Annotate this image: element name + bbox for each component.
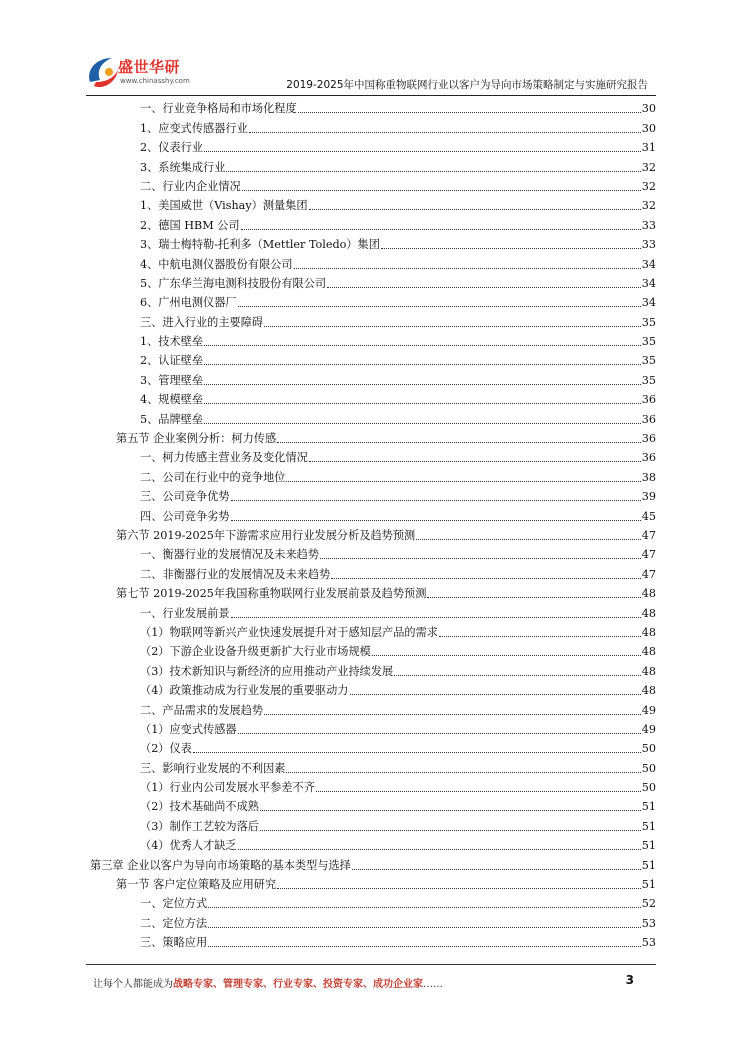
toc-entry-page: 50 xyxy=(641,742,656,756)
toc-leader-dots xyxy=(242,189,641,191)
toc-entry-label: 2、德国 HBM 公司 xyxy=(140,218,240,232)
toc-entry-page: 51 xyxy=(641,878,656,892)
toc-entry-label: 二、公司在行业中的竞争地位 xyxy=(140,470,286,484)
toc-entry-label: （2）仪表 xyxy=(140,742,192,756)
toc-entry[interactable] xyxy=(90,661,656,680)
toc-entry[interactable] xyxy=(90,215,656,234)
toc-entry-label: 三、策略应用 xyxy=(140,936,208,950)
toc-entry-page: 32 xyxy=(641,179,656,193)
toc-entry[interactable] xyxy=(90,933,656,952)
toc-entry-page: 30 xyxy=(641,121,656,135)
toc-leader-dots xyxy=(277,887,641,889)
toc-entry-page: 51 xyxy=(641,800,656,814)
toc-entry-page: 53 xyxy=(641,916,656,930)
toc-entry[interactable] xyxy=(90,894,656,913)
toc-entry[interactable] xyxy=(90,332,656,351)
toc-entry-page: 50 xyxy=(641,781,656,795)
toc-entry-page: 50 xyxy=(641,761,656,775)
toc-leader-dots xyxy=(238,848,641,850)
toc-leader-dots xyxy=(204,363,641,365)
toc-entry-page: 47 xyxy=(641,548,656,562)
toc-entry-label: 5、品牌壁垒 xyxy=(140,412,204,426)
toc-leader-dots xyxy=(204,383,641,385)
toc-entry-label: 三、进入行业的主要障碍 xyxy=(140,315,264,329)
toc-entry-label: 四、公司竞争劣势 xyxy=(140,509,230,523)
toc-entry-page: 49 xyxy=(641,722,656,736)
toc-entry-page: 35 xyxy=(641,335,656,349)
toc-entry-page: 34 xyxy=(641,296,656,310)
toc-entry-page: 35 xyxy=(641,315,656,329)
toc-entry[interactable] xyxy=(90,816,656,835)
table-of-contents xyxy=(90,99,656,952)
toc-leader-dots xyxy=(226,170,640,172)
toc-leader-dots xyxy=(394,674,641,676)
toc-entry[interactable] xyxy=(90,157,656,176)
toc-entry-label: （1）物联网等新兴产业快速发展提升对于感知层产品的需求 xyxy=(140,625,438,639)
toc-entry-page: 38 xyxy=(641,470,656,484)
toc-leader-dots xyxy=(427,596,640,598)
toc-entry-label: 3、管理壁垒 xyxy=(140,373,204,387)
toc-entry-label: 二、产品需求的发展趋势 xyxy=(140,703,264,717)
toc-leader-dots xyxy=(241,228,641,230)
toc-entry-label: 1、应变式传感器行业 xyxy=(140,121,248,135)
toc-entry-label: 3、瑞士梅特勒-托利多（Mettler Toledo）集团 xyxy=(140,238,380,252)
footer-highlight: 战略专家、管理专家、行业专家、投资专家、成功企业家 xyxy=(173,979,423,990)
toc-leader-dots xyxy=(372,654,641,656)
toc-entry[interactable] xyxy=(90,274,656,293)
toc-entry-label: 一、柯力传感主营业务及变化情况 xyxy=(140,451,308,465)
toc-entry[interactable] xyxy=(90,526,656,545)
toc-entry-page: 45 xyxy=(641,509,656,523)
toc-entry[interactable] xyxy=(90,720,656,739)
toc-entry[interactable] xyxy=(90,429,656,448)
toc-entry[interactable] xyxy=(90,545,656,564)
toc-entry-label: 第六节 2019-2025年下游需求应用行业发展分析及趋势预测 xyxy=(116,528,416,542)
toc-entry[interactable] xyxy=(90,836,656,855)
toc-leader-dots xyxy=(193,751,641,753)
toc-entry-page: 51 xyxy=(641,858,656,872)
footer-prefix: 让每个人都能成为 xyxy=(93,979,173,990)
toc-entry-label: （2）技术基础尚不成熟 xyxy=(140,800,259,814)
toc-entry[interactable] xyxy=(90,855,656,874)
toc-entry-label: （3）制作工艺较为落后 xyxy=(140,819,259,833)
toc-entry-page: 36 xyxy=(641,412,656,426)
toc-entry[interactable] xyxy=(90,235,656,254)
toc-entry-label: （4）政策推动成为行业发展的重要驱动力 xyxy=(140,684,349,698)
toc-entry[interactable] xyxy=(90,700,656,719)
toc-entry[interactable] xyxy=(90,118,656,137)
toc-leader-dots xyxy=(352,868,641,870)
toc-entry[interactable] xyxy=(90,797,656,816)
toc-entry[interactable] xyxy=(90,196,656,215)
toc-entry-page: 34 xyxy=(641,257,656,271)
toc-leader-dots xyxy=(286,771,640,773)
toc-entry-page: 36 xyxy=(641,432,656,446)
toc-entry[interactable] xyxy=(90,681,656,700)
footer-slogan xyxy=(93,975,443,990)
toc-leader-dots xyxy=(327,286,641,288)
toc-leader-dots xyxy=(320,557,641,559)
toc-entry[interactable] xyxy=(90,99,656,118)
toc-leader-dots xyxy=(264,325,641,327)
toc-entry[interactable] xyxy=(90,254,656,273)
toc-entry[interactable] xyxy=(90,467,656,486)
toc-entry-page: 33 xyxy=(641,218,656,232)
toc-entry[interactable] xyxy=(90,603,656,622)
toc-entry-page: 48 xyxy=(641,625,656,639)
toc-leader-dots xyxy=(316,790,641,792)
toc-leader-dots xyxy=(231,499,641,501)
toc-leader-dots xyxy=(260,829,641,831)
header-divider xyxy=(86,95,656,96)
toc-entry-page: 31 xyxy=(641,141,656,155)
toc-leader-dots xyxy=(294,267,641,269)
report-title: 2019-2025年中国称重物联网行业以客户为导向市场策略制定与实施研究报告 xyxy=(286,79,648,91)
toc-entry-label: （4）优秀人才缺乏 xyxy=(140,839,237,853)
toc-leader-dots xyxy=(208,945,641,947)
toc-entry-page: 30 xyxy=(641,102,656,116)
toc-entry[interactable] xyxy=(90,390,656,409)
toc-leader-dots xyxy=(208,906,641,908)
toc-leader-dots xyxy=(231,519,641,521)
toc-entry-page: 34 xyxy=(641,276,656,290)
toc-entry-page: 48 xyxy=(641,645,656,659)
toc-entry-page: 48 xyxy=(641,684,656,698)
toc-entry[interactable] xyxy=(90,409,656,428)
footer-suffix: …… xyxy=(423,979,443,990)
toc-entry[interactable] xyxy=(90,138,656,157)
toc-entry-page: 51 xyxy=(641,819,656,833)
toc-entry[interactable] xyxy=(90,913,656,932)
toc-entry-label: 一、行业竞争格局和市场化程度 xyxy=(140,102,297,116)
toc-entry-page: 36 xyxy=(641,451,656,465)
toc-leader-dots xyxy=(204,422,641,424)
toc-entry[interactable] xyxy=(90,351,656,370)
toc-entry-label: 第三章 企业以客户为导向市场策略的基本类型与选择 xyxy=(90,858,351,872)
toc-entry-label: 第七节 2019-2025年我国称重物联网行业发展前景及趋势预测 xyxy=(116,587,427,601)
logo-text: 盛世华研 xyxy=(118,58,181,76)
toc-entry-page: 47 xyxy=(641,528,656,542)
toc-leader-dots xyxy=(204,402,641,404)
toc-entry-label: 2、认证壁垒 xyxy=(140,354,204,368)
toc-entry[interactable] xyxy=(90,370,656,389)
toc-entry-page: 52 xyxy=(641,897,656,911)
toc-entry-label: 三、公司竞争优势 xyxy=(140,490,230,504)
toc-entry-label: 第一节 客户定位策略及应用研究 xyxy=(116,878,277,892)
toc-entry-page: 47 xyxy=(641,567,656,581)
toc-entry[interactable] xyxy=(90,778,656,797)
logo-url: www.chinasshy.com xyxy=(120,77,190,85)
toc-entry[interactable] xyxy=(90,177,656,196)
toc-leader-dots xyxy=(264,713,641,715)
toc-leader-dots xyxy=(249,131,641,133)
toc-leader-dots xyxy=(238,732,641,734)
toc-entry-page: 48 xyxy=(641,606,656,620)
toc-entry-page: 49 xyxy=(641,703,656,717)
toc-entry-page: 35 xyxy=(641,354,656,368)
toc-entry-label: 一、定位方式 xyxy=(140,897,208,911)
toc-entry-label: 第五节 企业案例分析：柯力传感 xyxy=(116,432,277,446)
toc-leader-dots xyxy=(231,616,641,618)
toc-entry[interactable] xyxy=(90,584,656,603)
toc-entry-label: 一、行业发展前景 xyxy=(140,606,230,620)
toc-entry-label: 二、行业内企业情况 xyxy=(140,179,241,193)
toc-entry-label: 二、定位方法 xyxy=(140,916,208,930)
toc-leader-dots xyxy=(260,809,641,811)
toc-entry-label: 一、衡器行业的发展情况及未来趋势 xyxy=(140,548,320,562)
toc-entry-label: （2）下游企业设备升级更新扩大行业市场规模 xyxy=(140,645,371,659)
toc-entry-page: 33 xyxy=(641,238,656,252)
toc-entry-label: （3）技术新知识与新经济的应用推动产业持续发展 xyxy=(140,664,394,678)
toc-entry[interactable] xyxy=(90,487,656,506)
toc-entry-page: 32 xyxy=(641,199,656,213)
toc-entry-label: （1）应变式传感器 xyxy=(140,722,237,736)
toc-entry-label: 2、仪表行业 xyxy=(140,141,204,155)
toc-entry-page: 39 xyxy=(641,490,656,504)
toc-entry-page: 32 xyxy=(641,160,656,174)
toc-entry[interactable] xyxy=(90,564,656,583)
toc-entry-label: 6、广州电测仪器厂 xyxy=(140,296,237,310)
toc-entry-page: 48 xyxy=(641,664,656,678)
toc-entry-label: 二、非衡器行业的发展情况及未来趋势 xyxy=(140,567,331,581)
toc-entry[interactable] xyxy=(90,739,656,758)
toc-leader-dots xyxy=(381,247,641,249)
toc-entry-page: 35 xyxy=(641,373,656,387)
toc-leader-dots xyxy=(439,635,641,637)
toc-entry[interactable] xyxy=(90,623,656,642)
toc-entry-label: 4、规模壁垒 xyxy=(140,393,204,407)
toc-entry-label: （1）行业内公司发展水平参差不齐 xyxy=(140,781,315,795)
toc-leader-dots xyxy=(204,150,641,152)
toc-entry-label: 1、技术壁垒 xyxy=(140,335,204,349)
toc-entry-page: 51 xyxy=(641,839,656,853)
toc-entry-page: 48 xyxy=(641,587,656,601)
toc-leader-dots xyxy=(204,344,641,346)
page-number: 3 xyxy=(625,973,634,987)
toc-entry[interactable] xyxy=(90,506,656,525)
toc-leader-dots xyxy=(350,693,641,695)
toc-entry[interactable] xyxy=(90,293,656,312)
toc-entry-page: 53 xyxy=(641,936,656,950)
toc-entry-label: 3、系统集成行业 xyxy=(140,160,226,174)
toc-leader-dots xyxy=(286,480,640,482)
toc-entry-page: 36 xyxy=(641,393,656,407)
toc-entry-label: 4、中航电测仪器股份有限公司 xyxy=(140,257,293,271)
toc-entry[interactable] xyxy=(90,642,656,661)
toc-entry[interactable] xyxy=(90,875,656,894)
toc-entry-label: 5、广东华兰海电测科技股份有限公司 xyxy=(140,276,327,290)
toc-leader-dots xyxy=(416,538,641,540)
toc-leader-dots xyxy=(208,926,641,928)
toc-leader-dots xyxy=(238,305,641,307)
toc-leader-dots xyxy=(309,460,641,462)
company-logo xyxy=(84,52,204,94)
toc-leader-dots xyxy=(331,577,641,579)
toc-leader-dots xyxy=(309,208,641,210)
toc-entry-label: 1、美国威世（Vishay）测量集团 xyxy=(140,199,308,213)
toc-entry[interactable] xyxy=(90,448,656,467)
toc-leader-dots xyxy=(298,111,641,113)
toc-entry[interactable] xyxy=(90,312,656,331)
toc-entry-label: 三、影响行业发展的不利因素 xyxy=(140,761,286,775)
toc-leader-dots xyxy=(277,441,641,443)
footer-divider xyxy=(86,964,656,965)
toc-entry[interactable] xyxy=(90,758,656,777)
